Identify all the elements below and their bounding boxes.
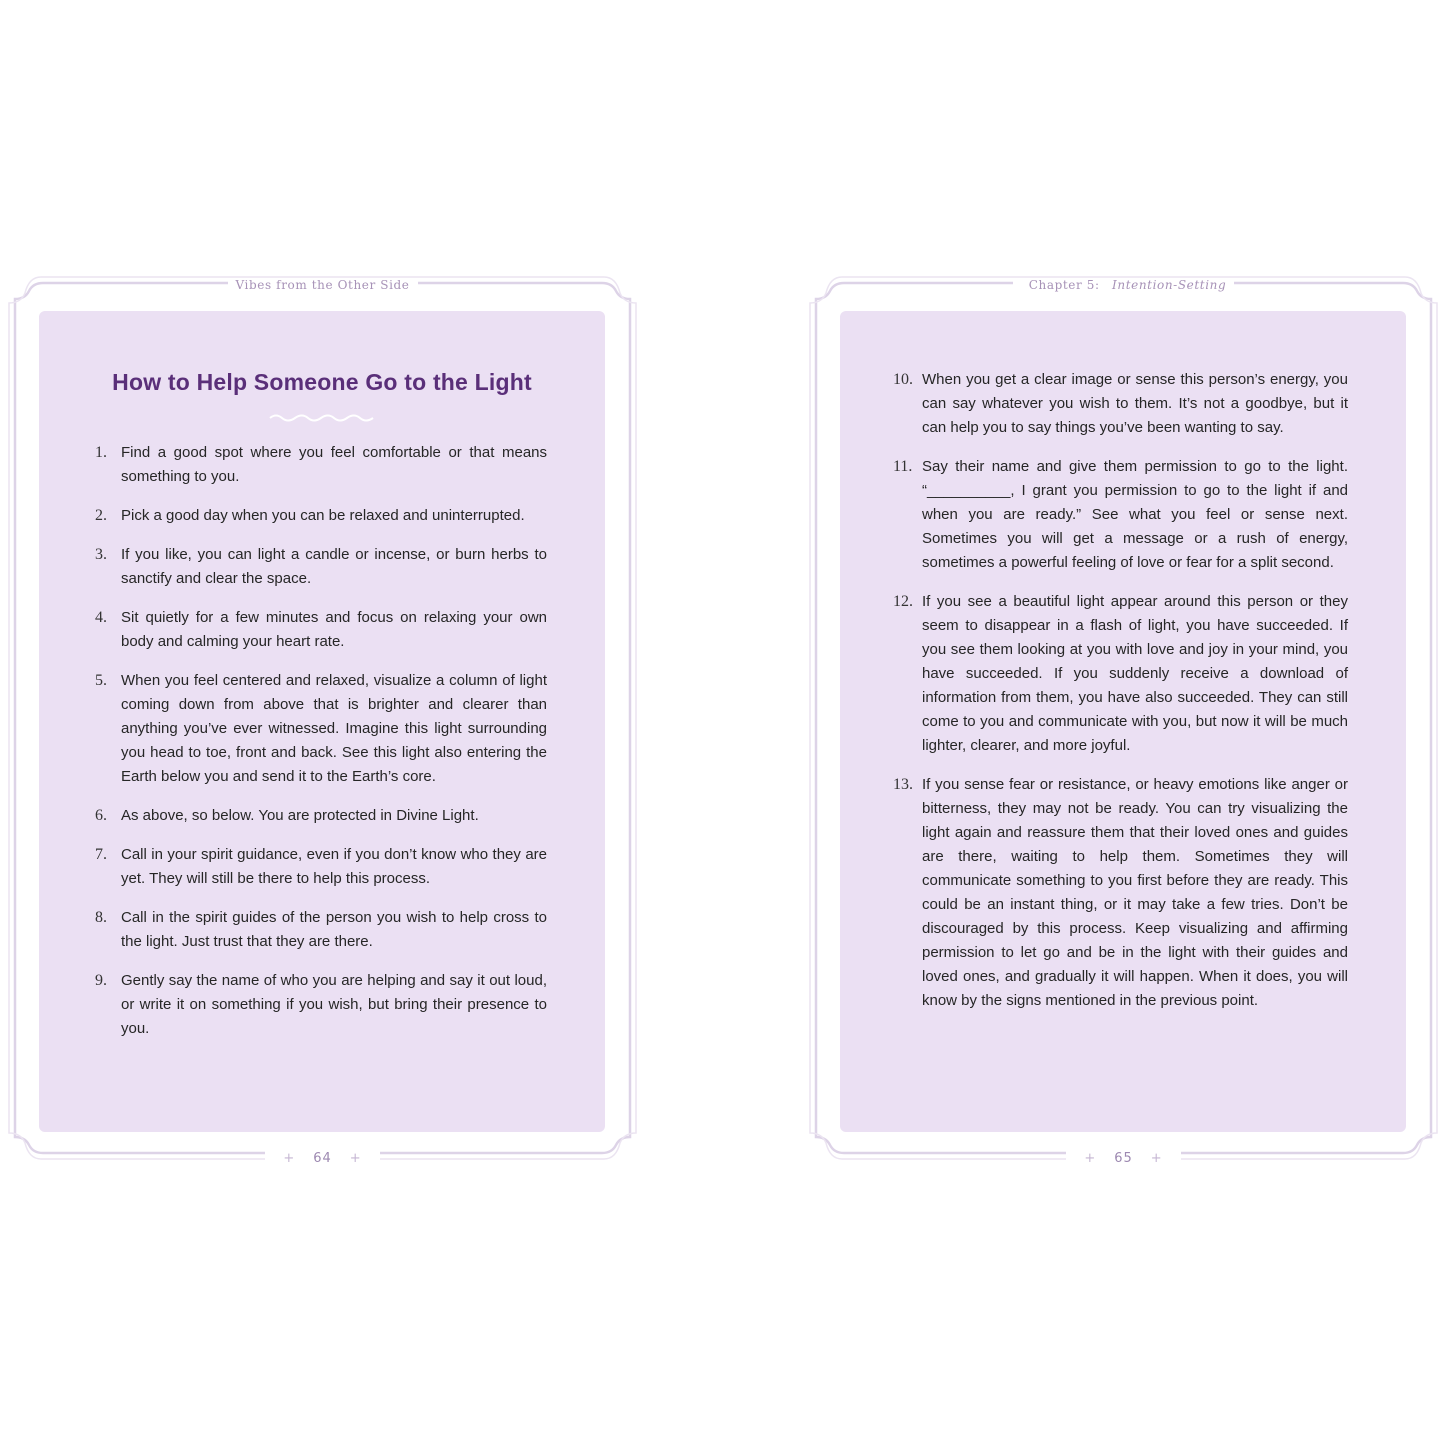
- right-page: [808, 275, 1439, 1170]
- list-item: [95, 543, 547, 591]
- page-number: 64: [305, 1151, 340, 1166]
- step-text: Call in your spirit guidance, even if you don’t know who they are yet. They will still be there to help this process.: [121, 846, 547, 887]
- step-number: 4.: [95, 609, 107, 626]
- plus-ornament-icon: +: [1074, 1151, 1106, 1166]
- list-item: [95, 669, 547, 789]
- plus-ornament-icon: +: [1141, 1151, 1173, 1166]
- step-number: 2.: [95, 507, 107, 524]
- left-page: [7, 275, 638, 1170]
- list-item: [893, 455, 1348, 575]
- list-item: [95, 804, 547, 828]
- content-panel: [840, 311, 1406, 1132]
- step-text: If you see a beautiful light appear around this person or they seem to disappear in a flash of light, you have succeeded. If you see them looking at you with love and joy in your mind, you have succeeded. If you suddenly receive a download of information from them, you have also succeeded. They can still come to you and communicate with you, but now it will be much lighter, clearer, and more joyful.: [922, 593, 1348, 754]
- list-item: [893, 773, 1348, 1013]
- step-text: Gently say the name of who you are helping and say it out loud, or write it on something if you wish, but bring their presence to you.: [121, 972, 547, 1037]
- step-number: 6.: [95, 807, 107, 824]
- steps-list: [893, 368, 1348, 1028]
- steps-list: [95, 441, 547, 1056]
- step-number: 5.: [95, 672, 107, 689]
- step-number: 3.: [95, 546, 107, 563]
- step-text: If you like, you can light a candle or incense, or burn herbs to sanctify and clear the space.: [121, 546, 547, 587]
- step-number: 12.: [893, 593, 913, 610]
- step-number: 7.: [95, 846, 107, 863]
- list-item: [95, 969, 547, 1041]
- step-text: Sit quietly for a few minutes and focus on relaxing your own body and calming your heart rate.: [121, 609, 547, 650]
- plus-ornament-icon: +: [340, 1151, 372, 1166]
- step-text: As above, so below. You are protected in Divine Light.: [121, 807, 479, 824]
- list-item: [893, 368, 1348, 440]
- content-panel: [39, 311, 605, 1132]
- list-item: [893, 590, 1348, 758]
- step-text: When you get a clear image or sense this person’s energy, you can say whatever you wish to them. It’s not a goodbye, but it can help you to say things you’ve been wanting to say.: [922, 371, 1348, 436]
- step-text: If you sense fear or resistance, or heavy emotions like anger or bitterness, they may not be ready. You can try visualizing the light again and reassure them that their loved ones and guides are there, waiting to help them. Sometimes they will communicate something to you first before they are ready. This could be an instant thing, or it may take a few tries. Don’t be discouraged by this process. Keep visualizing and affirming permission to let go and be in the light with their guides and loved ones, and gradually it will happen. When it does, you will know by the signs mentioned in the previous point.: [922, 776, 1348, 1009]
- running-head-text: Vibes from the Other Side: [228, 278, 418, 292]
- step-number: 1.: [95, 444, 107, 461]
- page-number: 65: [1106, 1151, 1141, 1166]
- step-number: 10.: [893, 371, 913, 388]
- step-number: 8.: [95, 909, 107, 926]
- page-footer: [7, 1151, 638, 1166]
- page-footer: [808, 1151, 1439, 1166]
- list-item: [95, 906, 547, 954]
- step-text: Pick a good day when you can be relaxed and uninterrupted.: [121, 507, 525, 524]
- list-item: [95, 441, 547, 489]
- running-head-chapter-title: Intention-Setting: [1112, 278, 1227, 292]
- list-item: [95, 843, 547, 891]
- plus-ornament-icon: +: [273, 1151, 305, 1166]
- step-text: Find a good spot where you feel comfortable or that means something to you.: [121, 444, 547, 485]
- section-title: How to Help Someone Go to the Light: [112, 369, 532, 395]
- running-head: [7, 278, 638, 292]
- step-text: When you feel centered and relaxed, visualize a column of light coming down from above that is brighter and clearer than anything you’ve ever witnessed. Imagine this light surrounding you head to toe, front and back. See this light also entering the Earth below you and send it to the Earth’s core.: [121, 672, 547, 785]
- step-number: 9.: [95, 972, 107, 989]
- step-number: 11.: [893, 458, 913, 475]
- list-item: [95, 606, 547, 654]
- step-text: Say their name and give them permission to go to the light. “__________, I grant you permission to go to the light if and when you are ready.” See what you feel or sense next. Sometimes you will get a message or a rush of energy, sometimes a powerful feeling of love or fear for a split second.: [922, 458, 1348, 571]
- step-number: 13.: [893, 776, 913, 793]
- step-text: Call in the spirit guides of the person you wish to help cross to the light. Just trust that they are there.: [121, 909, 547, 950]
- wave-divider: [269, 412, 375, 424]
- list-item: [95, 504, 547, 528]
- running-head: [808, 278, 1439, 292]
- running-head-chapter: Chapter 5:: [1021, 278, 1112, 292]
